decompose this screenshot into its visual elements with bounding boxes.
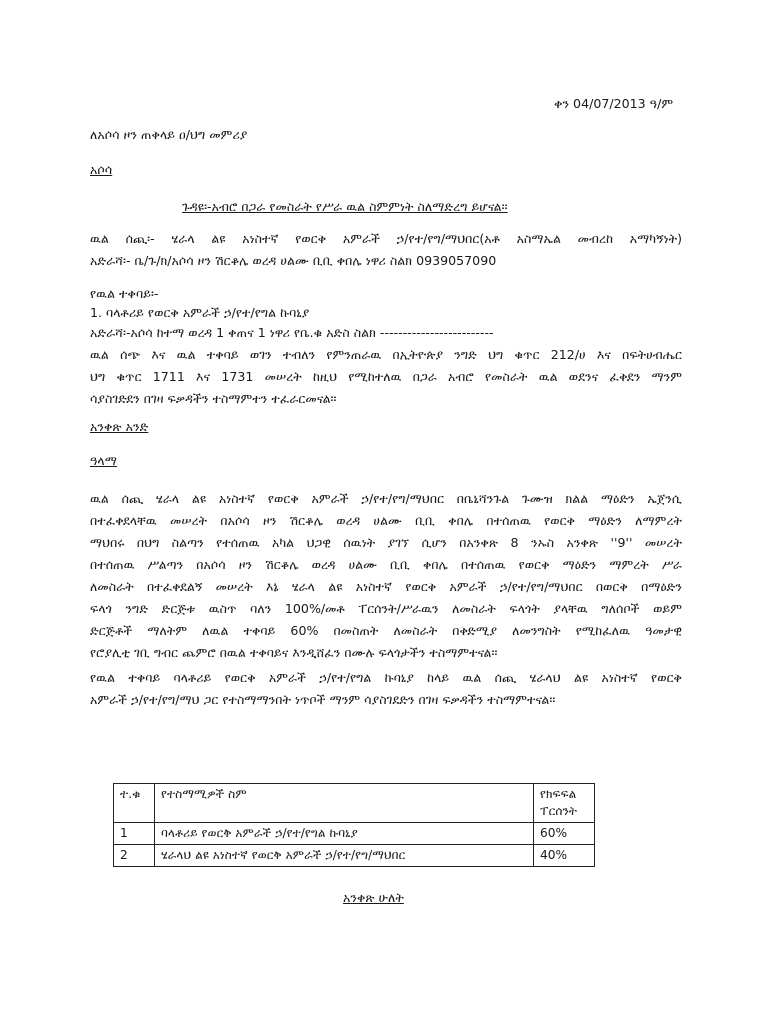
contract-receiver-address: አድራሻ፡-አሶሳ ከተማ ወረዳ 1 ቀጠና 1 ነዋሪ የቤ.ቁ አድስ ስልክ ------------------------- [90,325,494,340]
contract-giver-name: ዉል ሰጪ፡- ሄራላ ልዩ አነስተኛ የወርቅ አምራች ኃ/የተ/የግ/ማህበር(አቶ አስማኤል መብረከ አማካኝነት) [90,231,682,246]
column-header-share-percent: የክፍፍል ፐርሰንት [534,784,595,823]
agreement-line: አምራች ኃ/የተ/የግ/ማህ ጋር የተስማማንበት ነጥቦች ማንም ሳያስገደድን በገዛ ፍቃዳችን ተስማምተናል፡፡ [90,692,556,707]
intro-line: ዉል ሰጭ እና ዉል ተቀባይ ወገን ተብለን የምንጠራዉ በኢትዮጵያ ንግድ ህግ ቁጥር 212/ሀ እና በፍትሀብሔር [90,347,682,362]
purpose-line: ፍላጎ ንግድ ድርጅቱ ዉስጥ ባለን 100%/መቶ ፐርሰንት/ሥራዉን ለመስራት ፍላጎት ያላቸዉ ግለሰቦች ወይም [90,601,682,616]
table-row [114,845,595,867]
purpose-line: በተፈቀደላቸዉ መሠረት በአሶሳ ዞን ሽርቆሌ ወረዳ ሀልሙ ቢቢ ቀበሌ በተሰጠዉ የወርቅ ማዕድን ለማምረት [90,513,682,528]
column-header-party-name: የተስማሚዎች ስም [155,784,534,823]
table-header-row [114,784,595,823]
agreement-paragraph [90,667,682,711]
share-table [113,783,595,867]
recipient-line: ለአሶሳ ዞን ጠቅላይ ዐ/ህግ መምሪያ [90,127,248,142]
purpose-line: የሮያሊቲ ገቢ ግብር ጨምሮ በዉል ተቀባይና እንዲሸፈን በሙሉ ፍላጎታችን ተስማምተናል፡፡ [90,645,498,660]
purpose-title: ዓላማ [90,453,117,468]
article-two-title: አንቀጽ ሁለት [343,890,404,905]
contract-receiver-heading: የዉል ተቀባይ፡- [90,286,159,301]
purpose-line: ማህበሩ በህግ ስልጣን የተሰጠዉ አካል ህጋዊ ሰዉነት ያገኘ ሲሆን በአንቀጽ 8 ንኡስ አንቀጽ ''9'' መሠረት [90,535,682,550]
column-header-number: ተ.ቁ [114,784,155,823]
intro-line: ሳያስገድደን በገዛ ፍቃዳችን ተስማምተን ተፈራርመናል፡፡ [90,391,337,406]
purpose-line: ለመስራት በተፈቀደልኝ መሠረት እኔ ሄራላ ልዩ አነስተኛ የወርቅ አምራች ኃ/የተ/የግ/ማህበር በወርቅ በማዕድን [90,579,682,594]
row-number-cell: 2 [114,845,155,867]
city-line: አሶሳ [90,162,113,177]
share-percent-cell: 40% [534,845,595,867]
contract-receiver-name: 1. ባላቶሪይ የወርቅ አምራች ኃ/የተ/የግል ኩባኒያ [90,305,310,320]
party-name-cell: ሄራላህ ልዩ አነስተኛ የወርቅ አምራች ኃ/የተ/የግ/ማህበር [155,845,534,867]
contract-giver-block [90,228,682,272]
row-number-cell: 1 [114,823,155,845]
share-percent-cell: 60% [534,823,595,845]
table-row [114,823,595,845]
agreement-line: የዉል ተቀባይ ባላቶሪይ የወርቅ አምራች ኃ/የተ/የግል ኩባኒያ ከላይ ዉል ሰጪ ሄራላህ ልዩ አነስተኛ የወርቅ [90,670,682,685]
intro-line: ህግ ቁጥር 1711 እና 1731 መሠረት ከዚህ የሚከተለዉ በጋራ አብሮ የመስራት ዉል ወደንና ፈቅደን ማንም [90,369,682,384]
intro-paragraph [90,344,682,410]
letter-date: ቀን 04/07/2013 ዓ/ም [554,96,674,111]
party-name-cell: ባላቶሪይ የወርቅ አምራች ኃ/የተ/የግል ኩባኒያ [155,823,534,845]
purpose-line: ዉል ሰጪ ሄራላ ልዩ አነስተኛ የወርቅ አምራች ኃ/የተ/የግ/ማህበር በቤኒሻንጉል ጉሙዝ ክልል ማዕድን ኤጀንሲ [90,491,682,506]
purpose-line: ድርጅቶች ማለትም ለዉል ተቀባይ 60% በመስጠት ለመስራት በቅድሚያ ለመንግስት የሚከፈለዉ ዓመታዊ [90,623,682,638]
purpose-paragraph [90,488,682,664]
purpose-line: በተሰጠዉ ሥልጣን በአሶሳ ዞን ሽርቆሌ ወረዳ ሀልሙ ቢቢ ቀበሌ በተሰጠዉ የወርቅ ማዕድን ማምረት ሥራ [90,557,682,572]
subject-line: ጉዳዩ፡-አብሮ በጋራ የመስራት የሥራ ዉል ስምምነት ስለማድረግ ይሆናል፡፡ [182,199,508,214]
contract-giver-address: አድራሻ፡- ቤ/ጉ/ክ/አሶሳ ዞን ሽርቆሌ ወረዳ ሀልሙ ቢቢ ቀበሌ ነዋሪ ስልክ 0939057090 [90,253,497,268]
article-one-title: አንቀጽ አንድ [90,419,149,434]
